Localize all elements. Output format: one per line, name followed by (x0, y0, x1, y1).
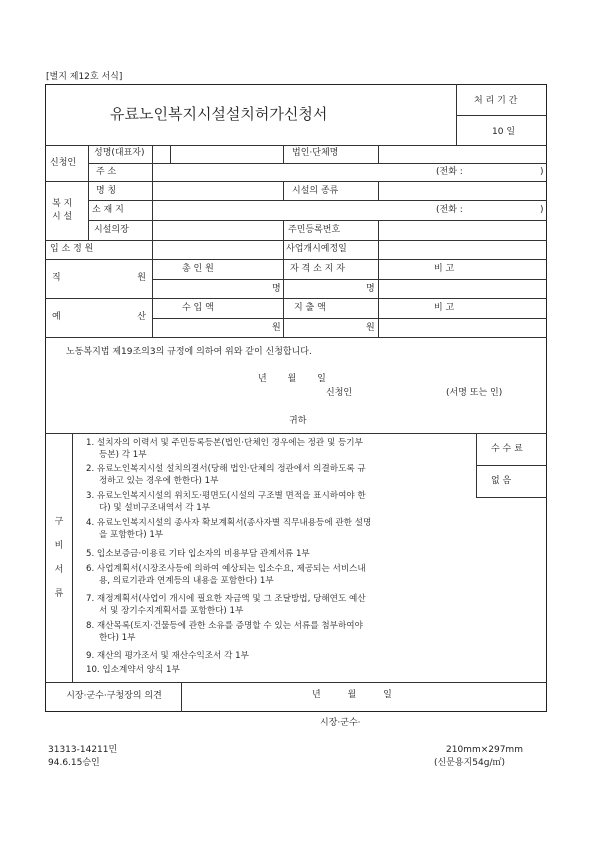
document-item-line: 한다) 1부 (99, 633, 136, 643)
col-line (378, 259, 379, 337)
applicant-name-field[interactable] (171, 146, 281, 162)
form-reference: [별지 제12호 서식] (46, 72, 123, 82)
facility-type-field[interactable] (379, 182, 545, 199)
declaration-signature: (서명 또는 인) (446, 388, 503, 398)
budget-expense-unit: 원 (366, 323, 375, 333)
declaration-statement: 노동복지법 제19조의3의 규정에 의하여 위와 같이 신청합니다. (66, 347, 312, 357)
document-item-line: 8. 재산목록(토지·건물등에 관한 소유를 증명할 수 있는 서류를 첨부하여야 (86, 621, 363, 631)
capacity-field[interactable] (153, 241, 281, 258)
documents-label: 구 비 서 류 (54, 517, 64, 599)
applicant-corp-label: 법인·단체명 (292, 148, 339, 158)
col-line (283, 220, 284, 259)
staff-remarks-label: 비 고 (434, 264, 455, 274)
applicant-corp-field[interactable] (379, 146, 545, 162)
staff-qualified-label: 자 격 소 지 자 (290, 264, 345, 274)
applicant-group-label: 신청인 (50, 158, 77, 168)
col-line (476, 433, 477, 497)
fee-label: 수 수 료 (491, 444, 523, 454)
row-line (152, 318, 547, 319)
document-item-line: 등본) 각 1부 (99, 450, 147, 460)
page-title: 유료노인복지시설설치허가신청서 (110, 105, 328, 123)
facility-director-field[interactable] (153, 221, 281, 239)
budget-label: 예 산 (52, 312, 146, 322)
col-line (72, 433, 73, 682)
row-line (45, 259, 547, 260)
footer-paper: (신문용지54g/㎡) (434, 758, 505, 768)
facility-name-field[interactable] (153, 182, 281, 199)
staff-total-label: 총 인 원 (182, 264, 214, 274)
footer-approved: 94.6.15승인 (48, 758, 100, 768)
footer-size: 210mm×297mm (446, 745, 523, 755)
facility-name-label: 명 칭 (96, 186, 117, 196)
document-item-line: 3. 유료노인복지시설의 위치도·평면도(시설의 구조별 면적을 표시하여야 한 (86, 491, 366, 501)
opinion-signer: 시장·군수· (320, 718, 361, 728)
staff-total-unit: 명 (272, 284, 281, 294)
facility-group-label: 복 지 시 설 (52, 199, 73, 222)
resident-number-label: 주민등록번호 (288, 225, 341, 235)
fee-value: 없 음 (491, 476, 512, 486)
facility-type-label: 시설의 종류 (292, 186, 339, 196)
start-date-field[interactable] (379, 241, 545, 258)
document-item-line: 5. 입소보증금·이용료 기타 입소자의 비용부담 관계서류 1부 (86, 549, 310, 559)
footer-code: 31313-14211민 (48, 745, 118, 755)
declaration-recipient: 귀하 (289, 416, 307, 426)
document-item-line: 10. 입소계약서 양식 1부 (86, 665, 180, 675)
applicant-address-label: 주 소 (96, 167, 117, 177)
row-line (152, 279, 547, 280)
budget-income-unit: 원 (272, 323, 281, 333)
processing-period-label: 처 리 기 간 (474, 96, 518, 106)
document-item-line: 정하고 있는 경우에 한한다) 1부 (99, 476, 219, 486)
row-line (45, 682, 547, 683)
col-line (181, 682, 182, 712)
col-line (283, 145, 284, 163)
document-item-line: 6. 사업계획서(시장조사등에 의하여 예상되는 입소수요, 제공되는 서비스내 (86, 564, 366, 574)
facility-phone-close: ) (540, 205, 544, 215)
opinion-label: 시장·군수·구청장의 의견 (66, 691, 162, 701)
applicant-name-label: 성명(대표자) (94, 148, 145, 158)
facility-phone-label: (전화 : (436, 205, 463, 215)
budget-income-label: 수 입 액 (182, 303, 214, 313)
resident-number-field[interactable] (379, 221, 545, 239)
col-line (88, 145, 89, 240)
col-line (283, 181, 284, 200)
declaration-date: 년 월 일 (258, 374, 326, 384)
staff-label: 직 원 (52, 273, 146, 283)
budget-expense-label: 지 출 액 (294, 303, 326, 313)
budget-remarks-label: 비 고 (434, 303, 455, 313)
document-item-line: 9. 재산의 평가조서 및 재산수익조서 각 1부 (86, 651, 249, 661)
opinion-date: 년 월 일 (312, 690, 392, 700)
col-line (283, 259, 284, 337)
facility-location-field[interactable] (153, 201, 433, 219)
capacity-label: 입 소 정 원 (50, 244, 94, 254)
facility-director-label: 시설의장 (94, 225, 129, 235)
applicant-phone-close: ) (540, 167, 544, 177)
staff-qualified-unit: 명 (366, 284, 375, 294)
divider (456, 115, 547, 116)
document-item-line: 2. 유료노인복지시설 설치의결서(당해 법인·단체의 정관에서 의결하도록 규 (86, 464, 366, 474)
document-item-line: 용, 의료기관과 연계등의 내용을 포함한다) 1부 (99, 576, 274, 586)
row-line (45, 337, 547, 338)
row-line (45, 433, 547, 434)
processing-period-value: 10 일 (492, 127, 516, 137)
row-line (476, 497, 547, 498)
document-item-line: 서 및 장기수지계획서를 포함한다) 1부 (99, 606, 244, 616)
applicant-phone-label: (전화 : (436, 167, 463, 177)
document-item-line: 7. 재정계획서(사업이 개시에 필요한 자금액 및 그 조달방법, 당해연도 예산 (86, 594, 366, 604)
facility-location-label: 소 재 지 (92, 205, 124, 215)
declaration-applicant-label: 신청인 (326, 388, 353, 398)
row-line (476, 465, 547, 466)
document-item-line: 을 포함한다) 1부 (99, 530, 164, 540)
applicant-address-field[interactable] (153, 164, 433, 180)
start-date-label: 사업개시예정일 (286, 244, 347, 254)
row-line (45, 298, 547, 299)
document-item-line: 4. 유료노인복지시설의 종사자 확보계획서(종사자별 직무내용등에 관한 설명 (86, 518, 372, 528)
document-item-line: 다) 및 설비구조내역서 각 1부 (99, 503, 211, 513)
document-item-line: 1. 설치자의 이력서 및 주민등록등본(법인·단체인 경우에는 정관 및 등기부 (86, 438, 363, 448)
